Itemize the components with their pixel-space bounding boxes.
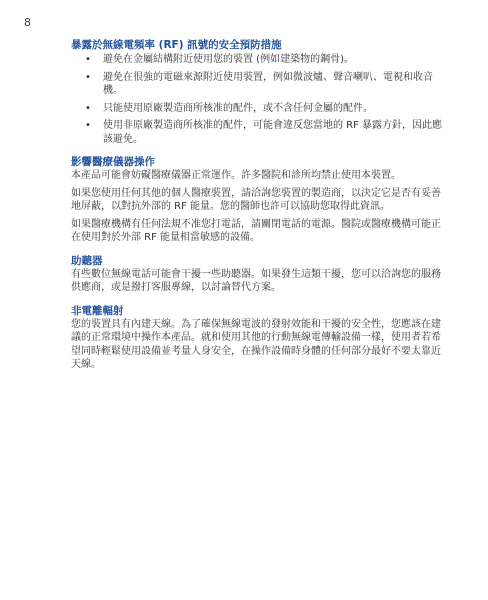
bullet-text: 避免在很強的電磁來源附近使用裝置，例如微波爐、聲音喇叭、電視和收音機。 <box>103 71 433 96</box>
bullet-icon: • <box>85 102 91 114</box>
paragraph: 本產品可能會妨礙醫療儀器正常運作。許多醫院和診所均禁止使用本裝置。 <box>71 170 401 181</box>
bullet-item <box>71 53 443 67</box>
paragraph: 如果醫療機構有任何法規不准您打電話，請關閉電話的電源。醫院或醫療機構可能正在使用對於外部 RF 能量相當敏感的設備。 <box>71 218 441 243</box>
section-non-ionizing-radiation <box>71 304 443 372</box>
paragraph: 有些數位無線電話可能會干擾一些助聽器。如果發生這類干擾，您可以洽詢您的服務供應商，或是撥打客服專線，以討論替代方案。 <box>71 268 441 293</box>
bullet-text: 避免在金屬結構附近使用您的裝置 (例如建築物的鋼骨)。 <box>103 54 354 65</box>
bullet-icon: • <box>85 120 91 131</box>
section-heading: 非電離輻射 <box>71 304 124 317</box>
document-body <box>71 38 443 381</box>
bullet-list <box>71 53 443 146</box>
bullet-icon: • <box>85 71 91 83</box>
section-medical-devices <box>71 155 443 245</box>
bullet-item <box>71 71 443 98</box>
section-hearing-aids <box>71 254 443 295</box>
paragraph: 您的裝置具有內建天線。為了確保無線電波的發射效能和干擾的安全性，您應該在建議的正常環境中操作本產品。就和使用其他的行動無線電傳輸設備一樣，使用者若希望同時輕鬆使用設備並考量人身安全，在操作設備時身體的任何部分最好不要太靠近天線。 <box>71 318 441 370</box>
section-heading: 影響醫療儀器操作 <box>71 156 155 168</box>
bullet-item <box>71 102 443 116</box>
bullet-text: 只能使用原廠製造商所核准的配件，或不含任何金屬的配件。 <box>103 102 373 114</box>
bullet-item <box>71 119 443 146</box>
section-rf-exposure <box>71 38 443 146</box>
section-heading: 助聽器 <box>71 254 103 267</box>
paragraph: 如果您使用任何其他的個人醫療裝置，請洽詢您裝置的製造商，以決定它是否有妥善地屏蔽，以對抗外部的 RF 能量。您的醫師也許可以協助您取得此資訊。 <box>71 187 441 212</box>
bullet-text: 使用非原廠製造商所核准的配件，可能會違反您當地的 RF 暴露方針，因此應該避免。 <box>103 120 443 145</box>
bullet-icon: • <box>85 54 91 65</box>
section-heading: 暴露於無線電頻率 (RF) 訊號的安全預防措施 <box>71 39 282 51</box>
page-number: 8 <box>24 16 31 29</box>
